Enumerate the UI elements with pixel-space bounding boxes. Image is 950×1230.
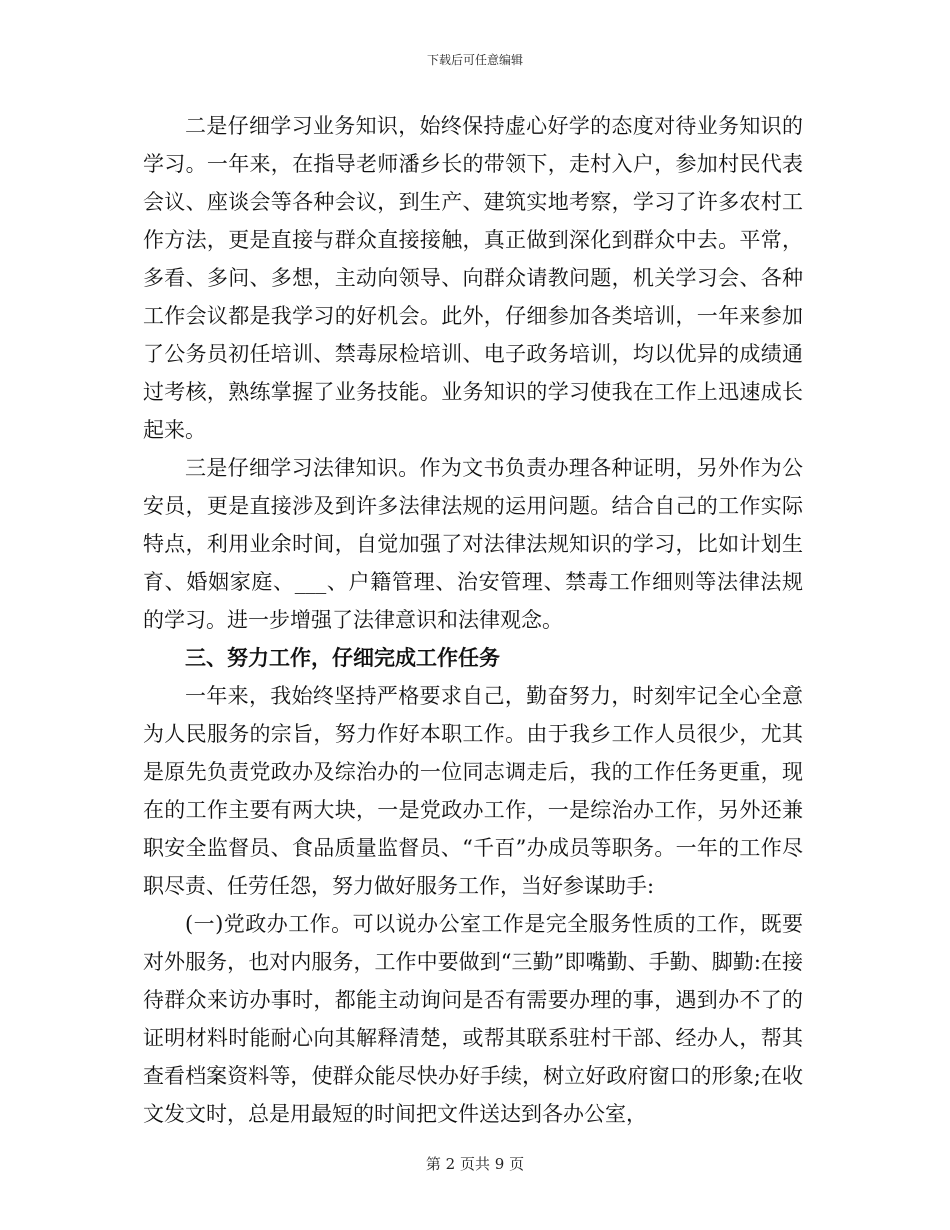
paragraph-party-office-work: (一)党政办工作。可以说办公室工作是完全服务性质的工作，既要对外服务，也对内服务，工作中要做到“三勤”即嘴勤、手勤、脚勤:在接待群众来访办事时，都能主动询问是否有需要办理的事，遇到办不了的证明材料时能耐心向其解释清楚，或帮其联系驻村干部、经办人，帮其查看档案资料等，使群众能尽快办好手续，树立好政府窗口的形象;在收文发文时，总是用最短的时间把文件送达到各办公室，: [143, 912, 803, 1126]
document-body: [143, 107, 803, 1133]
paragraph-business-knowledge: 二是仔细学习业务知识，始终保持虚心好学的态度对待业务知识的学习。一年来，在指导老师潘乡长的带领下，走村入户，参加村民代表会议、座谈会等各种会议，到生产、建筑实地考察，学习了许多农村工作方法，更是直接与群众直接接触，真正做到深化到群众中去。平常，多看、多问、多想，主动向领导、向群众请教问题，机关学习会、各种工作会议都是我学习的好机会。此外，仔细参加各类培训，一年来参加了公务员初任培训、禁毒尿检培训、电子政务培训，均以优异的成绩通过考核，熟练掌握了业务技能。业务知识的学习使我在工作上迅速成长起来。: [143, 114, 803, 442]
paragraph-legal-knowledge: 三是仔细学习法律知识。作为文书负责办理各种证明，另外作为公安员，更是直接涉及到许多法律法规的运用问题。结合自己的工作实际特点，利用业余时间，自觉加强了对法律法规知识的学习，比如计划生育、婚姻家庭、___、户籍管理、治安管理、禁毒工作细则等法律法规的学习。进一步增强了法律意识和法律观念。: [143, 456, 803, 632]
section-heading-work: 三、努力工作，仔细完成工作任务: [185, 645, 500, 670]
page-header-note: 下载后可任意编辑: [426, 53, 523, 67]
paragraph-work-overview: 一年来，我始终坚持严格要求自己，勤奋努力，时刻牢记全心全意为人民服务的宗旨，努力作好本职工作。由于我乡工作人员很少，尤其是原先负责党政办及综治办的一位同志调走后，我的工作任务更重，现在的工作主要有两大块，一是党政办工作，一是综治办工作，另外还兼职安全监督员、食品质量监督员、“千百”办成员等职务。一年的工作尽职尽责、任劳任怨，努力做好服务工作，当好参谋助手:: [143, 684, 803, 898]
page-number: 第 2 页共 9 页: [425, 1155, 525, 1173]
